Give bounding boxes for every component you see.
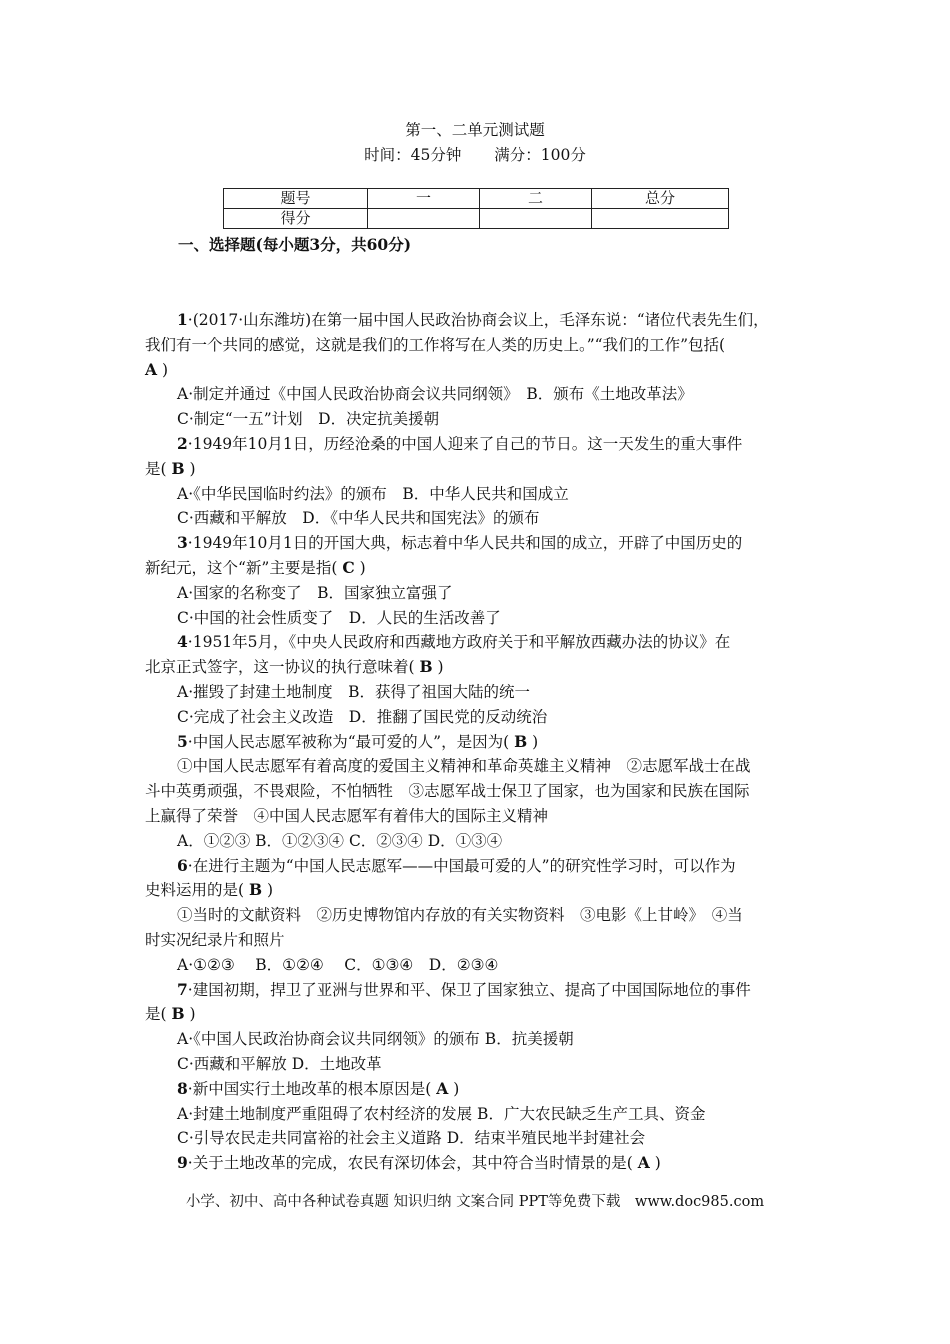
answer-close-paren: ) bbox=[532, 732, 539, 751]
question-line bbox=[145, 581, 810, 606]
answer-letter: B bbox=[514, 731, 528, 751]
question-text: A．①②③ B．①②③④ C．②③④ D．①③④ bbox=[177, 831, 503, 850]
question-text: A·《中华民国临时约法》的颁布 B．中华人民共和国成立 bbox=[177, 484, 569, 503]
score-table-row bbox=[224, 209, 729, 229]
question-number: 3 bbox=[177, 533, 188, 553]
answer-letter: B bbox=[249, 880, 263, 900]
question-line bbox=[145, 457, 810, 482]
question-line bbox=[145, 754, 810, 779]
score-header-cell: 二 bbox=[480, 189, 592, 209]
question-line bbox=[145, 630, 810, 655]
question-text: ·新中国实行土地改革的根本原因是( bbox=[187, 1079, 432, 1098]
question-line bbox=[145, 531, 810, 556]
answer-close-paren: ) bbox=[189, 1005, 196, 1024]
question-line bbox=[145, 1077, 810, 1102]
question-text: 是( bbox=[145, 1005, 167, 1024]
question-text: A·①②③ B．①②④ C．①③④ D．②③④ bbox=[177, 955, 499, 974]
full-score: 满分：100分 bbox=[494, 146, 586, 164]
question-text: ·(2017·山东潍坊)在第一届中国人民政治协商会议上，毛泽东说：“诸位代表先生们， bbox=[187, 311, 769, 329]
question-line bbox=[145, 705, 810, 730]
question-body bbox=[145, 308, 810, 1176]
page-title: 第一、二单元测试题 bbox=[405, 121, 545, 139]
question-number: 4 bbox=[177, 632, 188, 652]
score-cell bbox=[480, 209, 592, 229]
question-text: C·引导农民走共同富裕的社会主义道路 D．结束半殖民地半封建社会 bbox=[177, 1129, 646, 1148]
question-line bbox=[145, 1126, 810, 1151]
score-cell bbox=[592, 209, 729, 229]
answer-letter: A bbox=[145, 359, 158, 379]
question-line bbox=[145, 1002, 810, 1027]
footer-text: 小学、初中、高中各种试卷真题 知识归纳 文案合同 PPT等免费下载 www.doc985.com bbox=[185, 1194, 765, 1210]
score-header-cell: 总分 bbox=[592, 189, 729, 209]
question-line bbox=[145, 1151, 810, 1176]
question-line bbox=[145, 978, 810, 1003]
question-line bbox=[145, 1027, 810, 1052]
question-text: ·中国人民志愿军被称为“最可爱的人”，是因为( bbox=[187, 732, 510, 751]
answer-close-paren: ) bbox=[453, 1079, 460, 1098]
question-text: 史料运用的是( bbox=[145, 881, 245, 900]
question-line bbox=[145, 854, 810, 879]
question-text: ①中国人民志愿军有着高度的爱国主义精神和革命英雄主义精神 ②志愿军战士在战 bbox=[177, 757, 751, 776]
question-line bbox=[145, 680, 810, 705]
question-text: A·封建土地制度严重阻碍了农村经济的发展 B．广大农民缺乏生产工具、资金 bbox=[177, 1104, 706, 1123]
question-line bbox=[145, 829, 810, 854]
question-line bbox=[145, 556, 810, 581]
question-line bbox=[145, 506, 810, 531]
question-text: 我们有一个共同的感觉，这就是我们的工作将写在人类的历史上。”“我们的工作”包括( bbox=[145, 335, 726, 354]
question-text: C·中国的社会性质变了 D．人民的生活改善了 bbox=[177, 608, 501, 627]
answer-close-paren: ) bbox=[267, 881, 274, 900]
question-text: C·完成了社会主义改造 D．推翻了国民党的反动统治 bbox=[177, 707, 548, 726]
exam-meta bbox=[0, 143, 950, 165]
question-text: ·1951年5月，《中央人民政府和西藏地方政府关于和平解放西藏办法的协议》在 bbox=[187, 633, 731, 652]
answer-letter: B bbox=[171, 458, 185, 478]
question-line bbox=[145, 606, 810, 631]
question-number: 6 bbox=[177, 855, 188, 875]
answer-letter: C bbox=[342, 557, 355, 577]
score-table bbox=[223, 188, 729, 229]
question-number: 5 bbox=[177, 731, 188, 751]
question-line bbox=[145, 1102, 810, 1127]
question-text: C·制定“一五”计划 D．决定抗美援朝 bbox=[177, 410, 440, 429]
answer-close-paren: ) bbox=[437, 658, 444, 677]
answer-close-paren: ) bbox=[359, 558, 366, 577]
score-cell bbox=[368, 209, 480, 229]
question-line bbox=[145, 928, 810, 953]
question-line bbox=[145, 730, 810, 755]
question-line bbox=[145, 482, 810, 507]
question-number: 7 bbox=[177, 979, 188, 999]
question-line bbox=[145, 953, 810, 978]
question-line bbox=[145, 358, 810, 383]
question-text: ·在进行主题为“中国人民志愿军——中国最可爱的人”的研究性学习时，可以作为 bbox=[187, 856, 736, 875]
question-line bbox=[145, 308, 810, 333]
question-line bbox=[145, 407, 810, 432]
question-number: 9 bbox=[177, 1153, 188, 1173]
answer-letter: B bbox=[171, 1004, 185, 1024]
answer-close-paren: ) bbox=[189, 459, 196, 478]
time-limit: 时间：45分钟 bbox=[364, 146, 462, 164]
answer-close-paren: ) bbox=[654, 1154, 661, 1173]
question-text: A·国家的名称变了 B．国家独立富强了 bbox=[177, 583, 453, 602]
question-text: ·1949年10月1日的开国大典，标志着中华人民共和国的成立，开辟了中国历史的 bbox=[187, 534, 743, 553]
question-line bbox=[145, 779, 810, 804]
question-text: 斗中英勇顽强，不畏艰险，不怕牺牲 ③志愿军战士保卫了国家，也为国家和民族在国际 bbox=[145, 782, 750, 801]
question-text: ·关于土地改革的完成，农民有深切体会，其中符合当时情景的是( bbox=[187, 1154, 633, 1173]
question-line bbox=[145, 878, 810, 903]
score-row-label: 得分 bbox=[224, 209, 368, 229]
question-number: 2 bbox=[177, 433, 188, 453]
question-text: ·建国初期，捍卫了亚洲与世界和平、保卫了国家独立、提高了中国国际地位的事件 bbox=[187, 980, 751, 999]
answer-letter: B bbox=[419, 657, 433, 677]
question-text: 新纪元，这个“新”主要是指( bbox=[145, 558, 338, 577]
score-header-cell: 一 bbox=[368, 189, 480, 209]
question-text: 北京正式签字，这一协议的执行意味着( bbox=[145, 658, 415, 677]
section-title: 一、选择题(每小题3分，共60分) bbox=[178, 235, 412, 254]
answer-letter: A bbox=[637, 1153, 650, 1173]
question-text: C·西藏和平解放 D．《中华人民共和国宪法》的颁布 bbox=[177, 509, 540, 528]
question-line bbox=[145, 382, 810, 407]
answer-close-paren: ) bbox=[161, 360, 169, 379]
question-number: 8 bbox=[177, 1078, 188, 1098]
question-text: A·《中国人民政治协商会议共同纲领》的颁布 B．抗美援朝 bbox=[177, 1030, 574, 1049]
answer-letter: A bbox=[436, 1078, 449, 1098]
question-text: A·制定并通过《中国人民政治协商会议共同纲领》 B．颁布《土地改革法》 bbox=[177, 385, 693, 404]
question-line bbox=[145, 903, 810, 928]
question-line bbox=[145, 333, 810, 358]
question-text: ①当时的文献资料 ②历史博物馆内存放的有关实物资料 ③电影《上甘岭》 ④当 bbox=[177, 906, 743, 925]
score-table-header-row bbox=[224, 189, 729, 209]
question-text: A·摧毁了封建土地制度 B．获得了祖国大陆的统一 bbox=[177, 682, 531, 701]
question-number: 1 bbox=[177, 310, 188, 329]
score-header-cell: 题号 bbox=[224, 189, 368, 209]
question-line bbox=[145, 1052, 810, 1077]
question-text: ·1949年10月1日，历经沧桑的中国人迎来了自己的节日。这一天发生的重大事件 bbox=[187, 434, 743, 453]
question-text: 上赢得了荣誉 ④中国人民志愿军有着伟大的国际主义精神 bbox=[145, 806, 549, 825]
question-text: 是( bbox=[145, 459, 167, 478]
question-line bbox=[145, 655, 810, 680]
question-text: 时实况纪录片和照片 bbox=[145, 930, 285, 949]
question-line bbox=[145, 804, 810, 829]
question-line bbox=[145, 432, 810, 457]
question-text: C·西藏和平解放 D．土地改革 bbox=[177, 1054, 382, 1073]
